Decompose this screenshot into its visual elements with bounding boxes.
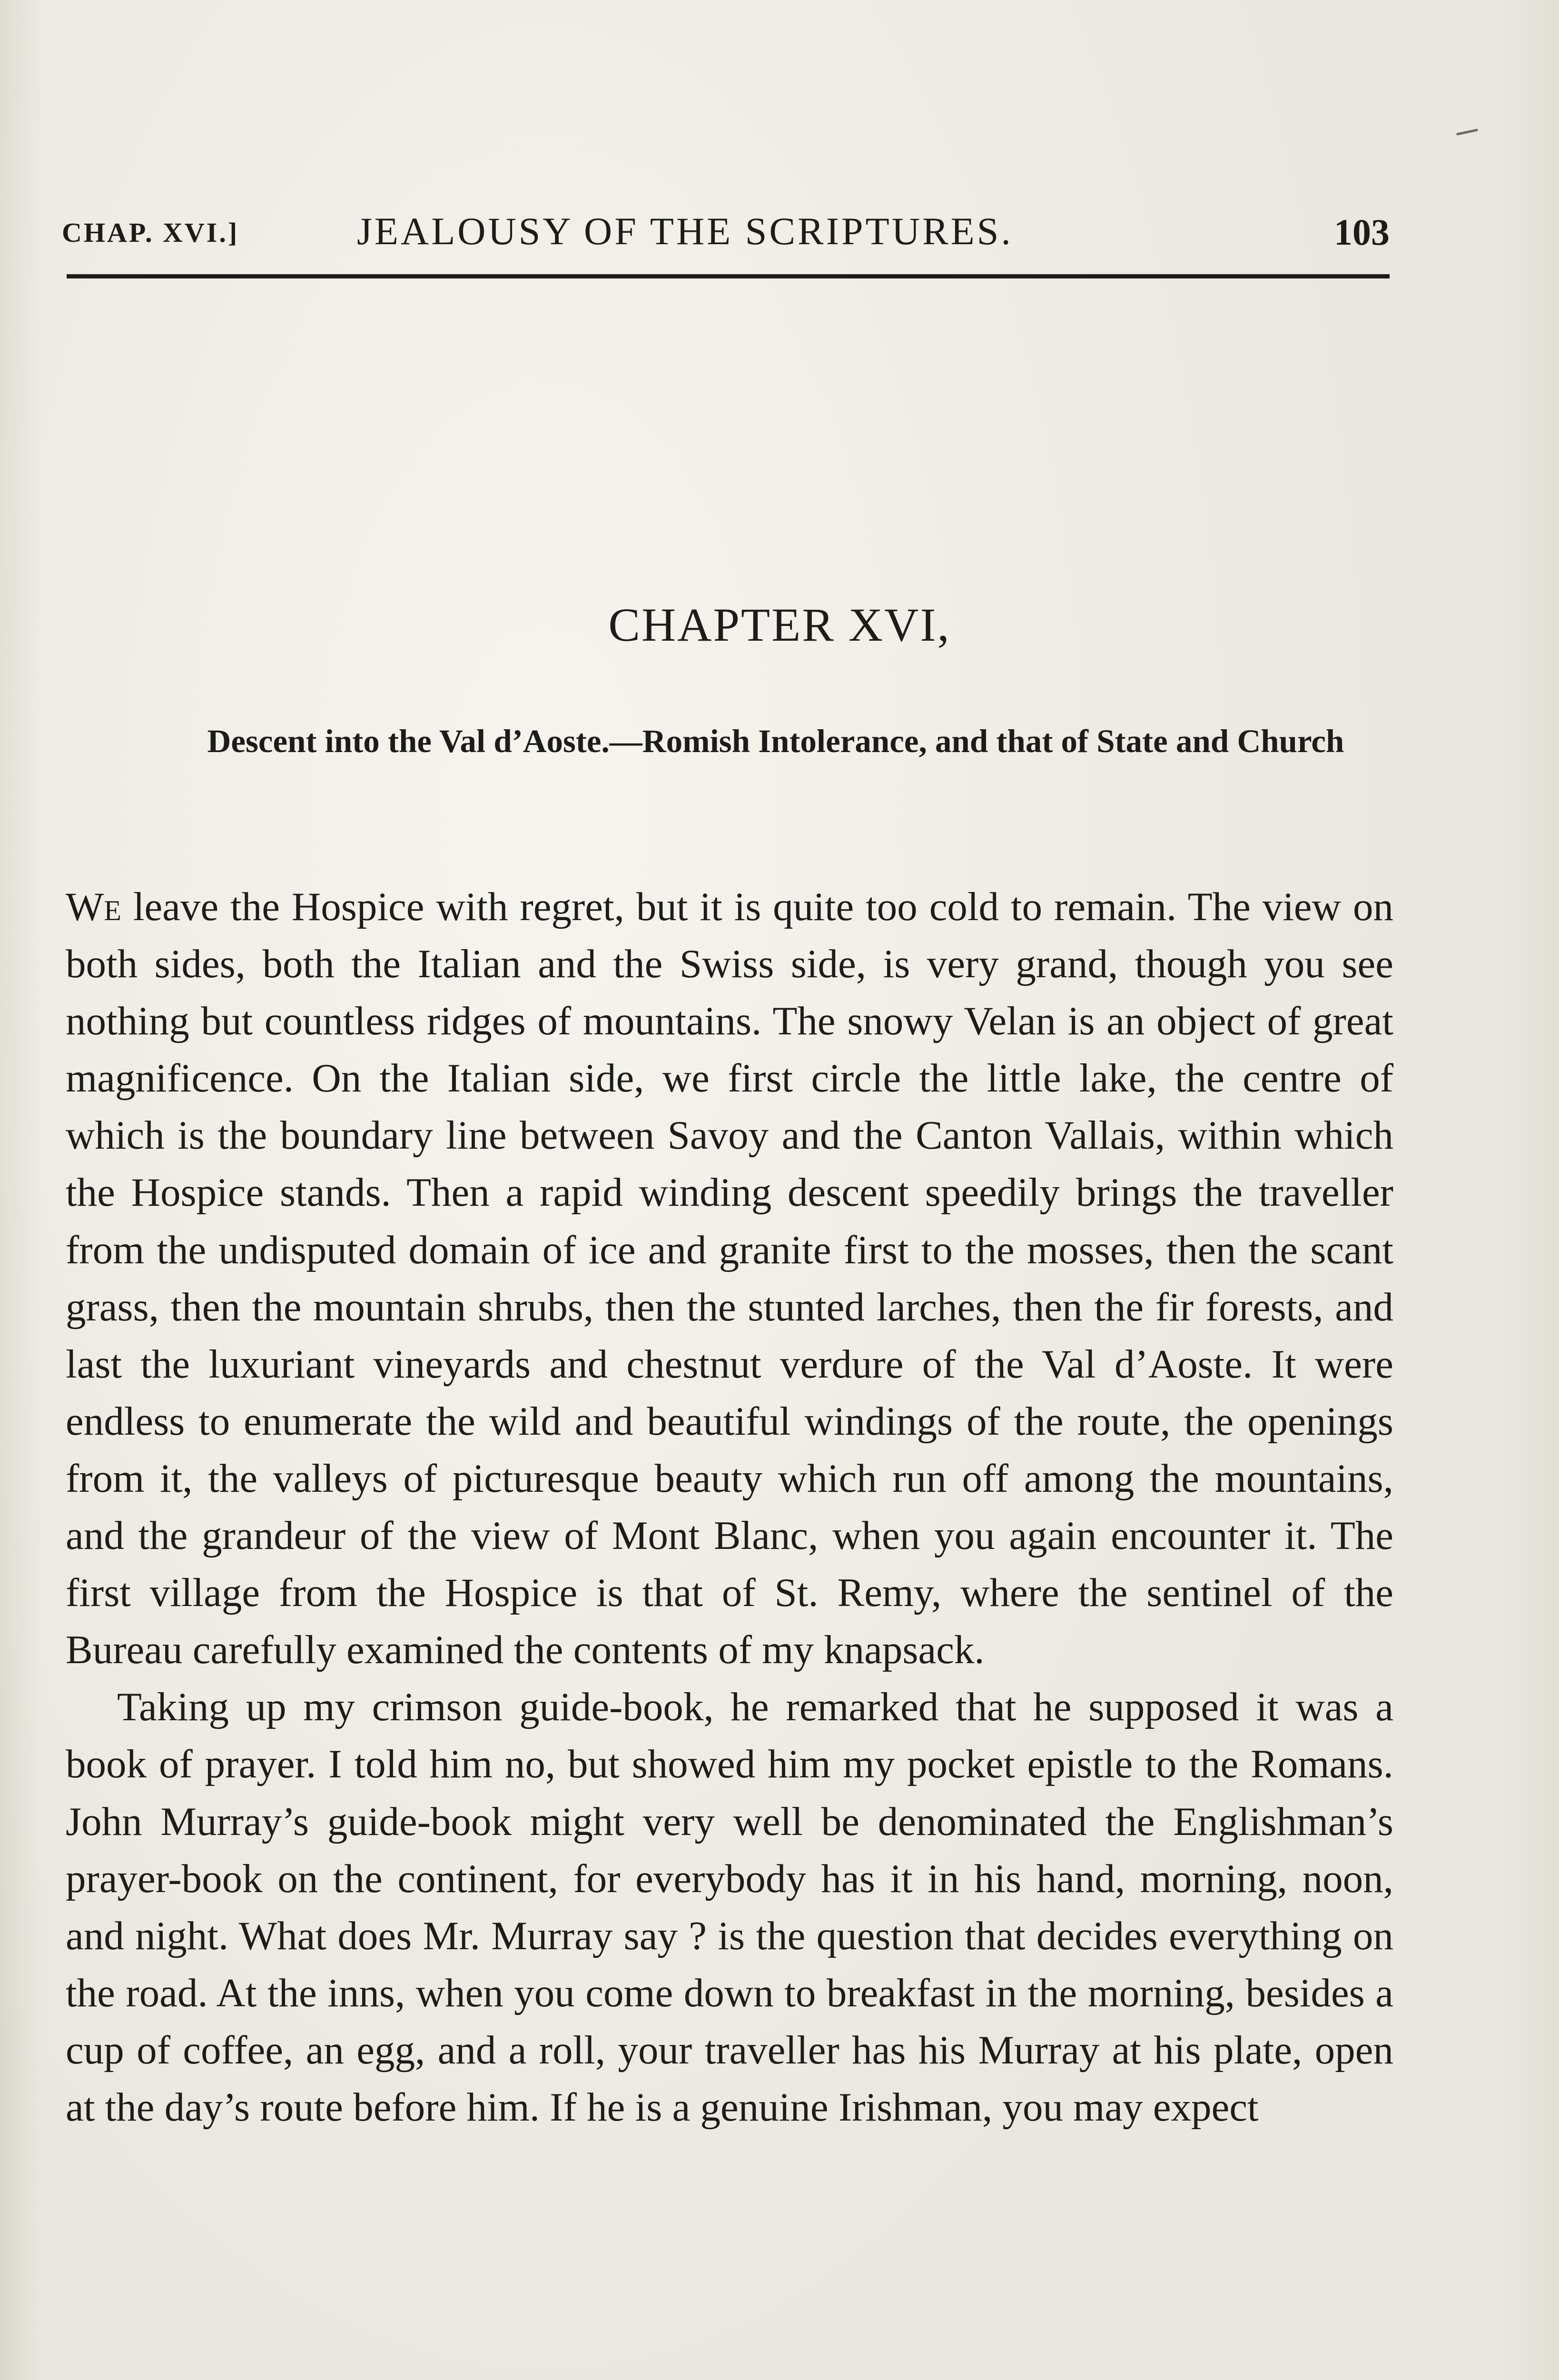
body-text [66, 878, 1393, 2136]
paragraph-1 [66, 878, 1393, 1678]
running-head-chapter: CHAP. XVI.] [62, 217, 239, 248]
running-head [62, 202, 1390, 255]
paragraph-1-text: leave the Hospice with regret, but it is quite too cold to remain. The view on both sides, both the Italian and the Swiss side, is very grand, though you see nothing but countless ridges of mountains. The snowy Velan is an object of great magnificence. On the Italian side, we first circle the little lake, the centre of which is the boundary line between Savoy and the Canton Vallais, within which the Hospice stands. Then a rapid winding descent speedily brings the traveller from the undisputed domain of ice and granite first to the mosses, then the scant grass, then the mountain shrubs, then the stunted larches, then the fir forests, and last the luxuriant vineyards and chestnut verdure of the Val d’Aoste. It were endless to enumerate the wild and beautiful windings of the route, the openings from it, the valleys of picturesque beauty which run off among the mountains, and the grandeur of the view of Mont Blanc, when you again encounter it. The first village from the Hospice is that of St. Remy, where the sentinel of the Bureau carefully examined the contents of my knapsack. [66, 884, 1393, 1673]
chapter-heading: CHAPTER XVI, [608, 598, 951, 651]
paragraph-2: Taking up my crimson guide-book, he remarked that he supposed it was a book of prayer. I told him no, but showed him my pocket epistle to the Romans. John Murray’s guide-book might very well be denominated the Englishman’s prayer-book on the continent, for everybody has it in his hand, morning, noon, and night. What does Mr. Murray say ? is the question that decides everything on the road. At the inns, when you come down to breakfast in the morning, besides a cup of coffee, an egg, and a roll, your traveller has his Murray at his plate, open at the day’s route before him. If he is a genuine Irishman, you may expect [66, 1685, 1393, 2130]
chapter-summary: Descent into the Val d’Aoste.—Romish Intolerance, and that of State and Church [207, 723, 1344, 759]
header-rule [67, 274, 1390, 278]
paper-speck [1456, 129, 1478, 135]
paragraph-1-lead-word: We [66, 884, 121, 929]
page-number: 103 [1334, 211, 1390, 253]
running-head-title: JEALOUSY OF THE SCRIPTURES. [357, 209, 1013, 253]
